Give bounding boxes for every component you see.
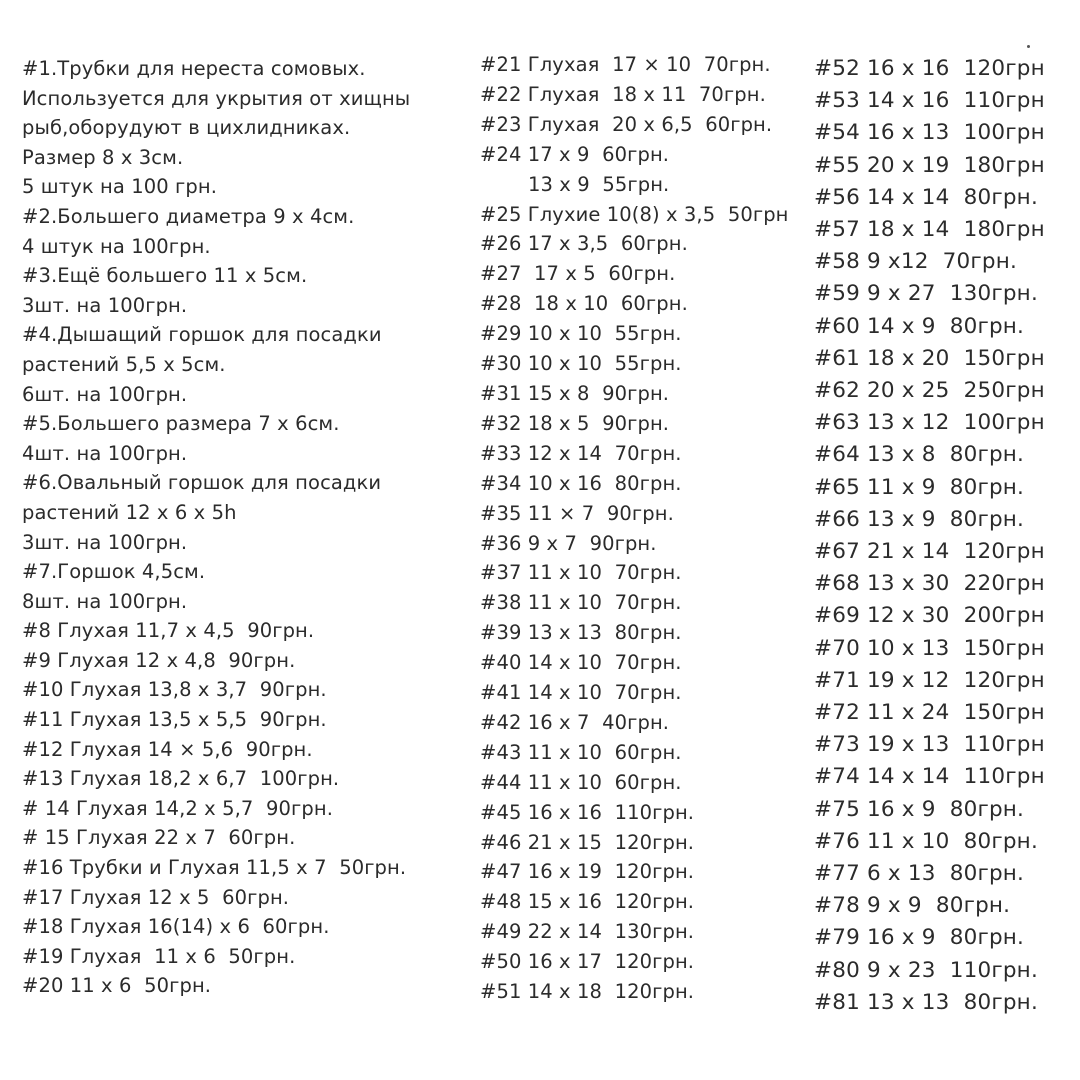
price-list-line: #76 11 х 10 80грн. [814, 828, 1038, 854]
price-list-line: #24 17 х 9 60грн. [480, 142, 670, 166]
price-list-line: #45 16 х 16 110грн. [480, 800, 695, 824]
price-list-line: #47 16 х 19 120грн. [480, 860, 695, 884]
price-list-line: растений 5,5 х 5см. [22, 352, 226, 376]
price-list-line: #6.Овальный горшок для посадки [22, 471, 382, 495]
price-list-line: #33 12 х 14 70грн. [480, 441, 682, 465]
price-list-line: #29 10 х 10 55грн. [480, 322, 682, 346]
price-list-column-1 [22, 54, 470, 1001]
price-list-line: #3.Ещё большего 11 х 5см. [22, 264, 308, 288]
price-list-line: 4 штук на 100грн. [22, 234, 211, 258]
price-list-line: #18 Глухая 16(14) х 6 60грн. [22, 915, 330, 939]
price-list-line: #63 13 х 12 100грн [814, 410, 1045, 436]
price-list-line: #25 Глухие 10(8) х 3,5 50грн [480, 202, 789, 226]
price-list-line: растений 12 х 6 х 5h [22, 500, 237, 524]
price-list-line: #50 16 х 17 120грн. [480, 950, 695, 974]
price-list-line: #61 18 х 20 150грн [814, 345, 1045, 371]
price-list-line: #19 Глухая 11 х 6 50грн. [22, 944, 296, 968]
price-list-line: #43 11 х 10 60грн. [480, 740, 682, 764]
price-list-line: #22 Глухая 18 х 11 70грн. [480, 82, 766, 106]
price-list-line: #8 Глухая 11,7 х 4,5 90грн. [22, 619, 315, 643]
price-list-line: #2.Большего диаметра 9 х 4см. [22, 204, 355, 228]
price-list-line: #78 9 х 9 80грн. [814, 893, 1011, 919]
price-list-line: #65 11 х 9 80грн. [814, 474, 1025, 500]
price-list-line: #39 13 х 13 80грн. [480, 621, 682, 645]
price-list-line: #57 18 х 14 180грн [814, 217, 1045, 243]
price-list-line: #34 10 х 16 80грн. [480, 471, 682, 495]
price-list-line: #49 22 х 14 130грн. [480, 920, 695, 944]
price-list-line: #40 14 х 10 70грн. [480, 651, 682, 675]
price-list-line: #7.Горшок 4,5см. [22, 560, 206, 584]
price-list-line: #77 6 х 13 80грн. [814, 861, 1025, 887]
price-list-line: #48 15 х 16 120грн. [480, 890, 695, 914]
price-list-line: #28 18 х 10 60грн. [480, 292, 688, 316]
price-list-line: #67 21 х 14 120грн [814, 539, 1045, 565]
price-list-line: #32 18 х 5 90грн. [480, 411, 670, 435]
price-list-line: #55 20 х 19 180грн [814, 152, 1045, 178]
price-list-line: #42 16 х 7 40грн. [480, 710, 670, 734]
price-list-line: рыб,оборудуют в цихлидниках. [22, 116, 351, 140]
price-list-line: #71 19 х 12 120грн [814, 667, 1045, 693]
price-list-line: #5.Большего размера 7 х 6см. [22, 412, 340, 436]
price-list-line: #31 15 х 8 90грн. [480, 381, 670, 405]
price-list-line: #74 14 х 14 110грн [814, 764, 1045, 790]
price-list-line: 4шт. на 100грн. [22, 441, 188, 465]
price-list-line: #12 Глухая 14 × 5,6 90грн. [22, 737, 313, 761]
price-list-line: # 15 Глухая 22 х 7 60грн. [22, 826, 296, 850]
price-list-line: #70 10 х 13 150грн [814, 635, 1045, 661]
price-list-line: #26 17 х 3,5 60грн. [480, 232, 688, 256]
price-list-line: #66 13 х 9 80грн. [814, 506, 1025, 532]
price-list-line: #17 Глухая 12 х 5 60грн. [22, 885, 290, 909]
price-list-line: Размер 8 х 3см. [22, 145, 184, 169]
price-list-line: #58 9 х12 70грн. [814, 249, 1018, 275]
price-list-line: #10 Глухая 13,8 х 3,7 90грн. [22, 678, 327, 702]
price-list-line: #72 11 х 24 150грн [814, 700, 1045, 726]
price-list-line: #52 16 х 16 120грн [814, 56, 1045, 81]
price-list-line: #80 9 х 23 110грн. [814, 957, 1038, 983]
price-list-line: #69 12 х 30 200грн [814, 603, 1045, 629]
price-list-line: # 14 Глухая 14,2 х 5,7 90грн. [22, 796, 334, 820]
price-list-line: #38 11 х 10 70грн. [480, 591, 682, 615]
price-list-line: #68 13 х 30 220грн [814, 571, 1045, 597]
price-list-line: #30 10 х 10 55грн. [480, 352, 682, 376]
price-list-line: #13 Глухая 18,2 х 6,7 100грн. [22, 767, 340, 791]
price-list-line: #79 16 х 9 80грн. [814, 925, 1025, 951]
price-list-line: #35 11 × 7 90грн. [480, 501, 674, 525]
price-list-line: #75 16 х 9 80грн. [814, 796, 1025, 822]
price-list-line: #53 14 х 16 110грн [814, 88, 1045, 114]
price-list-line: #27 17 х 5 60грн. [480, 262, 676, 286]
price-list-column-3 [814, 53, 1058, 1019]
price-list-line: #64 13 х 8 80грн. [814, 442, 1025, 468]
price-list-line: #11 Глухая 13,5 х 5,5 90грн. [22, 708, 327, 732]
price-list-line: #21 Глухая 17 × 10 70грн. [480, 53, 771, 76]
price-list-line: #81 13 х 13 80грн. [814, 989, 1038, 1015]
price-list-line: #41 14 х 10 70грн. [480, 681, 682, 705]
price-list-line: #1.Трубки для нереста сомовых. [22, 57, 366, 80]
price-list-line: 3шт. на 100грн. [22, 530, 188, 554]
price-list-line: #37 11 х 10 70грн. [480, 561, 682, 585]
price-list-line: #56 14 х 14 80грн. [814, 184, 1038, 210]
price-list-line: #23 Глухая 20 х 6,5 60грн. [480, 112, 773, 136]
price-list-line: 8шт. на 100грн. [22, 589, 188, 613]
price-list-line: #54 16 х 13 100грн [814, 120, 1045, 146]
price-list-line: 3шт. на 100грн. [22, 293, 188, 317]
price-list-line: #44 11 х 10 60грн. [480, 770, 682, 794]
price-list-line: #46 21 х 15 120грн. [480, 830, 695, 854]
price-list-line: #62 20 х 25 250грн [814, 378, 1045, 404]
price-list-line: #9 Глухая 12 х 4,8 90грн. [22, 648, 296, 672]
price-list-line: #4.Дышащий горшок для посадки [22, 323, 382, 347]
price-list-column-2 [480, 50, 805, 1007]
price-list-line: #36 9 х 7 90грн. [480, 531, 657, 555]
price-list-line: 5 штук на 100 грн. [22, 175, 218, 199]
price-list-line: #51 14 х 18 120грн. [480, 980, 695, 1004]
price-list-line: #20 11 х 6 50грн. [22, 974, 212, 998]
price-list-line: Используется для укрытия от хищны [22, 86, 411, 110]
price-list-line: 6шт. на 100грн. [22, 382, 188, 406]
price-list-line: #16 Трубки и Глухая 11,5 х 7 50грн. [22, 856, 407, 880]
price-list-line: #60 14 х 9 80грн. [814, 313, 1025, 339]
scan-speck [1027, 45, 1030, 48]
price-list-line: #73 19 х 13 110грн [814, 732, 1045, 758]
price-list-line: 13 х 9 55грн. [528, 172, 670, 196]
price-list-line: #59 9 х 27 130грн. [814, 281, 1038, 307]
